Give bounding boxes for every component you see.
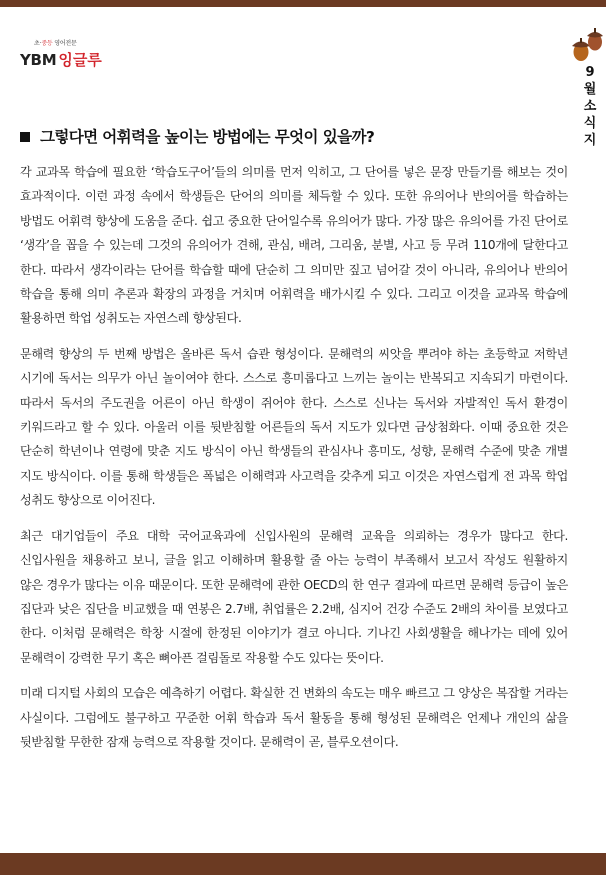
square-bullet-icon <box>20 132 30 142</box>
logo-brand: YBM <box>20 51 57 69</box>
bottom-band <box>0 853 606 875</box>
paragraph: 각 교과목 학습에 필요한 ‘학습도구어’들의 의미를 먼저 익히고, 그 단어를 넣은 문장 만들기를 해보는 것이 효과적이다. 이런 과정 속에서 학생들은 단어의 의미를 체득할 수 있다. 또한 유의어나 반의어를 학습하는 방법도 어휘력 향상에 도움을 준다. 쉽고 중요한 단어일수록 유의어가 많다. 가장 많은 유의어를 가진 단어로 ‘생각’을 꼽을 수 있는데 그것의 유의어가 견해, 관심, 배려, 그리움, 분별, 사고 등 무려 110개에 달한다고 한다. 따라서 생각이라는 단어를 학습할 때에 단순히 그 의미만 짚고 넘어갈 것이 아니라, 유의어나 반의어 학습을 통해 의미 추론과 확장의 과정을 거치며 어휘력을 배가시킬 수 있다. 그리고 이것을 교과목 학습에 활용하면 학업 성취도는 자연스레 향상된다. <box>20 165 568 326</box>
logo-wordmark <box>20 49 102 70</box>
article-body <box>20 160 568 765</box>
heading-text: 그렇다면 어휘력을 높이는 방법에는 무엇이 있을까? <box>40 128 375 146</box>
section-heading <box>20 125 560 147</box>
logo-tagline: 초·중등 영어전문 <box>34 40 77 47</box>
side-title-char: 식 <box>583 116 597 131</box>
side-title <box>578 64 602 149</box>
logo-product: 잉글루 <box>58 51 102 69</box>
top-band <box>0 0 606 7</box>
paragraph: 최근 대기업들이 주요 대학 국어교육과에 신입사원의 문해력 교육을 의뢰하는 경우가 많다고 한다. 신입사원을 채용하고 보니, 글을 읽고 이해하며 활용할 줄 아는 능력이 부족해서 보고서 작성도 원활하지 않은 경우가 많다는 이유 때문이다. 또한 문해력에 관한 OECD의 한 연구 결과에 따르면 문해력 등급이 높은 집단과 낮은 집단을 비교했을 때 연봉은 2.7배, 취업률은 2.2배, 심지어 건강 수준도 2배의 차이를 보였다고 한다. 이처럼 문해력은 학창 시절에 한정된 이야기가 결코 아니다. 기나긴 사회생활을 해나가는 데에 있어 문해력이 강력한 무기 혹은 뼈아픈 걸림돌로 작용할 수도 있다는 뜻이다. <box>20 528 568 665</box>
side-title-char: 소 <box>583 99 597 114</box>
side-title-char: 월 <box>583 82 597 97</box>
paragraph: 미래 디지털 사회의 모습은 예측하기 어렵다. 확실한 건 변화의 속도는 매우 빠르고 그 양상은 복잡할 거라는 사실이다. 그럼에도 불구하고 꾸준한 어휘 학습과 독서 활동을 통해 형성된 문해력은 언제나 개인의 삶을 뒷받침할 무한한 잠재 능력으로 작용할 것이다. 문해력이 곧, 블루오션이다. <box>20 686 568 749</box>
side-title-char: 9 <box>585 65 595 80</box>
acorn-icon <box>568 24 606 64</box>
paragraph: 문해력 향상의 두 번째 방법은 올바른 독서 습관 형성이다. 문해력의 씨앗을 뿌려야 하는 초등학교 저학년 시기에 독서는 의무가 아닌 놀이여야 한다. 스스로 흥미롭다고 느끼는 놀이는 반복되고 지속되기 마련이다. 따라서 독서의 주도권을 어른이 아닌 학생이 쥐어야 한다. 스스로 신나는 독서와 자발적인 독서 환경이 키워드라고 할 수 있다. 아울러 이를 뒷받침할 어른들의 독서 지도가 있다면 금상첨화다. 이때 중요한 것은 단순히 학년이나 연령에 맞춘 지도 방식이 아닌 학생들의 관심사나 흥미도, 성향, 문해력 수준에 맞춘 개별 지도 방식이다. 이를 통해 학생들은 폭넓은 이해력과 사고력을 갖추게 되고 이것은 자연스럽게 전 과목 학업 성취도 향상으로 이어진다. <box>20 346 568 508</box>
side-title-char: 지 <box>583 133 597 148</box>
